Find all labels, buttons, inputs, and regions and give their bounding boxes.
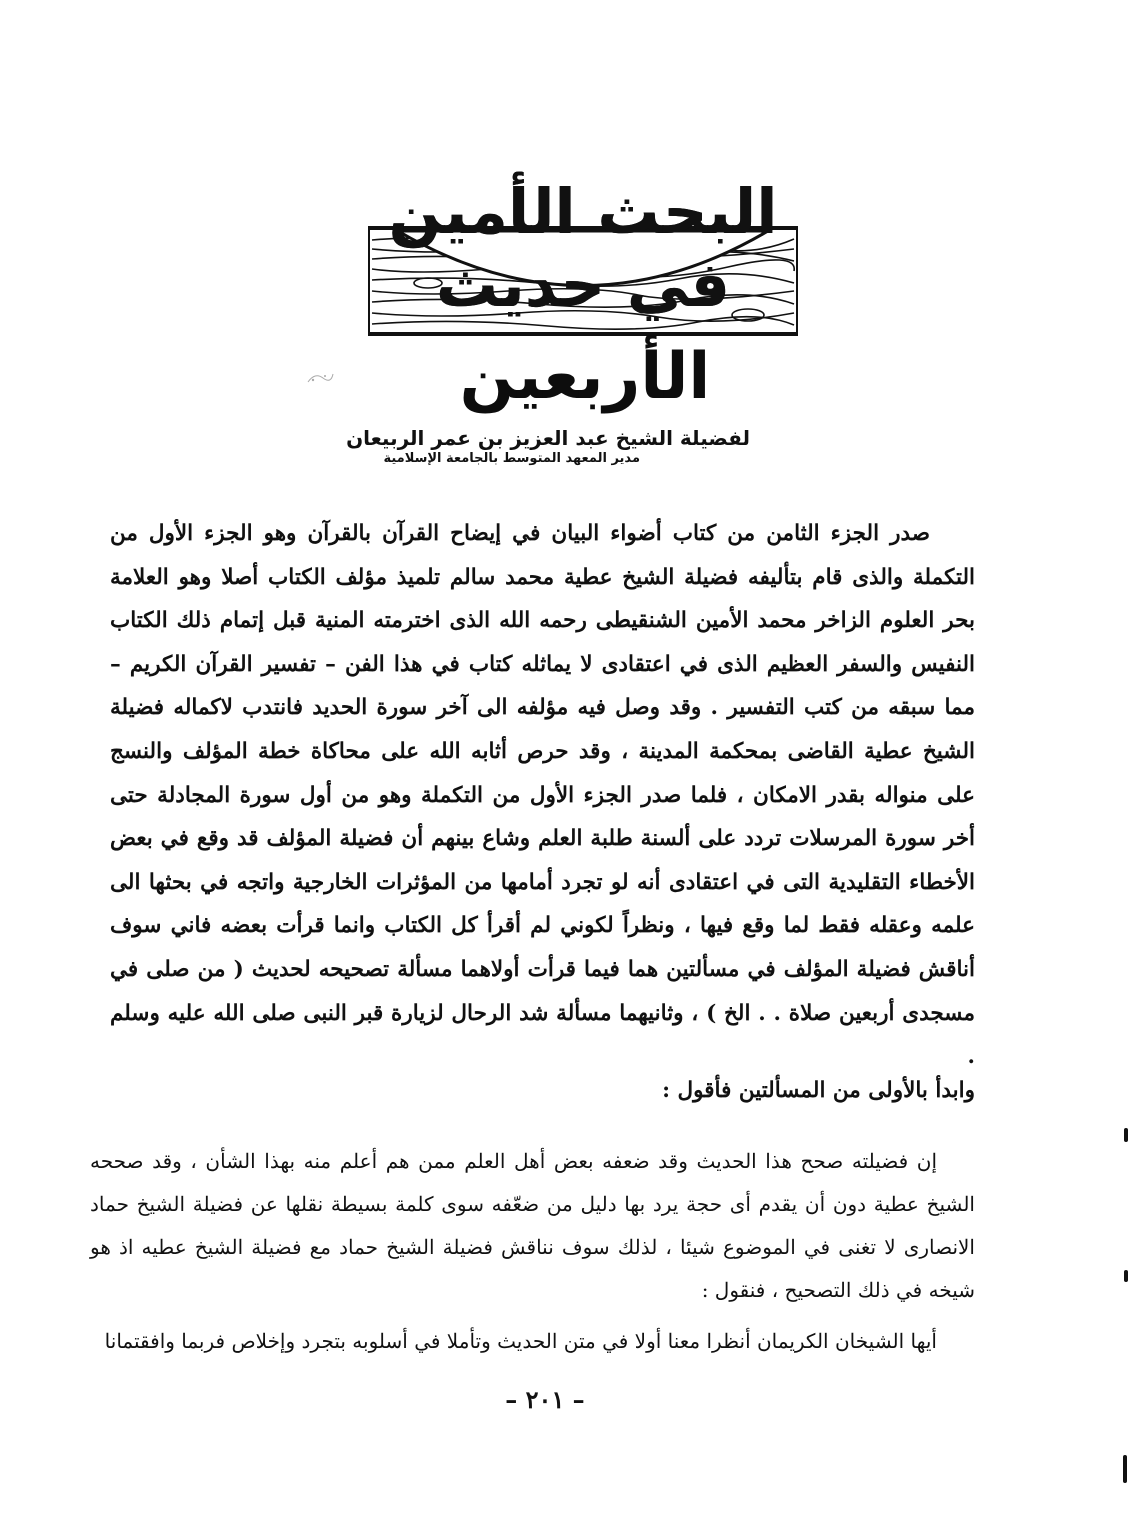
lead-in-text: وابدأ بالأولى من المسألتين فأقول : [662,1078,975,1103]
author-name: لفضيلة الشيخ عبد العزيز بن عمر الربيعان [346,426,750,450]
paragraph-text: صدر الجزء الثامن من كتاب أضواء البيان في إيضاح القرآن بالقرآن وهو الجزء الأول من التكملة والذى قام بتأليفه فضيلة الشيخ عطية محمد سالم تلميذ مؤلف الكتاب أصلا وهو العلامة بحر العلوم الزاخر محمد الأمين الشنقيطى رحمه الله الذى اخترمته المنية قبل إتمام ذلك الكتاب النفيس والسفر العظيم الذى في اعتقادى لا يماثله كتاب في هذا الفن – تفسير القرآن الكريم – مما سبقه من كتب التفسير . وقد وصل فيه مؤلفه الى آخر سورة الحديد فانتدب لاكماله فضيلة الشيخ عطية القاضى بمحكمة المدينة ، وقد حرص أثابه الله على محاكاة خطة المؤلف والنسج على منواله بقدر الامكان ، فلما صدر الجزء الأول من التكملة وهو من أول سورة المجادلة حتى أخر سورة المرسلات تردد على ألسنة طلبة العلم وشاع بينهم أن فضيلة المؤلف قد وقع في بعض الأخطاء التقليدية التى في اعتقادى أنه لو تجرد أمامها من المؤثرات الخارجية واتجه في بحثها الى علمه وعقله فقط لما وقع فيها ، ونظراً لكوني لم أقرأ كل الكتاب وانما قرأت بعضه فاني سوف أناقش فضيلة المؤلف في مسألتين هما فيما قرأت أولاهما مسألة تصحيحه لحديث ( من صلى في مسجدى أربعين صلاة . . الخ ) ، وثانيهما مسألة شد الرحال لزيارة قبر النبى صلى الله عليه وسلم . [110,521,975,1070]
scan-mark [1123,1455,1127,1483]
title-banner [368,165,798,340]
page-number: – ٢٠١ – [505,1385,585,1414]
article-lead-in [110,1078,975,1103]
author-affiliation: مدير المعهد المتوسط بالجامعة الإسلامية [383,451,640,466]
scan-speck-icon [305,368,335,388]
paragraph-text: إن فضيلته صحح هذا الحديث وقد ضعفه بعض أهل العلم ممن هم أعلم منه بهذا الشأن ، وقد صححه الشيخ عطية دون أن يقدم أى حجة يرد بها دليل من ضعّفه سوى كلمة بسيطة نقلها عن فضيلة الشيخ حماد الانصارى لا تغنى في الموضوع شيئا ، لذلك سوف نناقش فضيلة الشيخ حماد مع فضيلة الشيخ عطيه اذ هو شيخه في ذلك التصحيح ، فنقول : [90,1149,975,1302]
byline [280,426,750,468]
article-paragraph-2 [90,1140,975,1312]
scan-mark [1124,1128,1128,1142]
paragraph-text: أيها الشيخان الكريمان أنظرا معنا أولا في متن الحديث وتأملا في أسلوبه بتجرد وإخلاص فربما وافقتمانا [104,1329,937,1353]
article-paragraph-3 [90,1320,975,1363]
banner-subtitle: الأربعين [459,340,711,414]
article-paragraph-1 [110,512,975,1079]
banner-title: البحث الأمين في حديث [388,175,778,321]
scan-mark [1124,1270,1128,1282]
